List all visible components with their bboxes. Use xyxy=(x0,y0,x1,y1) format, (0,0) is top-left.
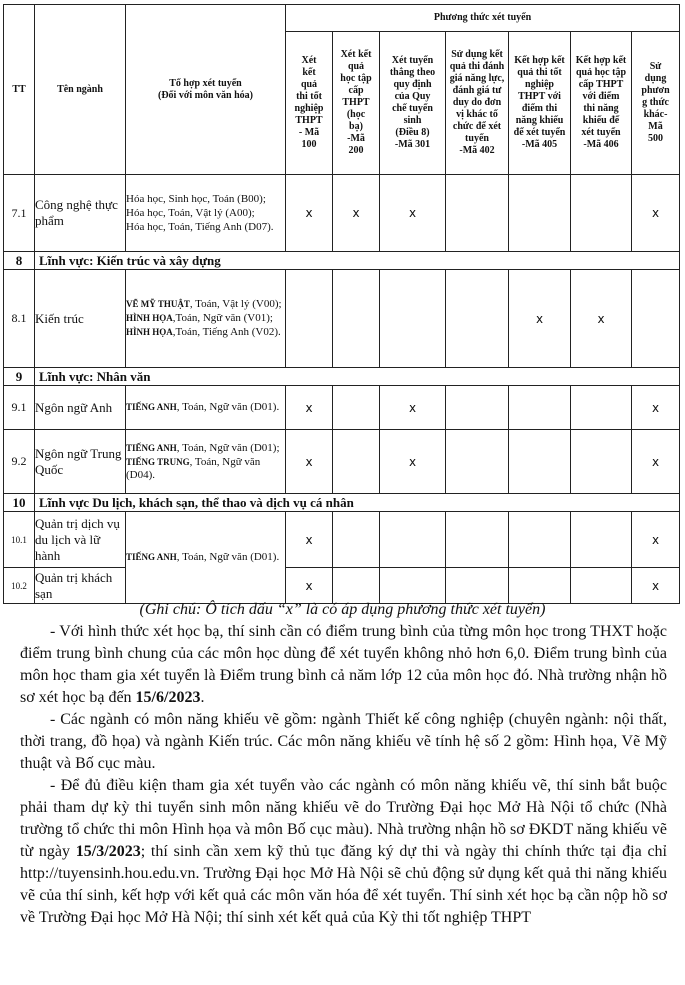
method-mark xyxy=(509,512,571,568)
major-name: Quản trị khách sạn xyxy=(35,568,126,604)
subject-combinations xyxy=(126,175,286,252)
major-name: Kiến trúc xyxy=(35,270,126,368)
table-row xyxy=(4,430,680,494)
combination-item xyxy=(126,401,285,414)
method-mark xyxy=(571,512,632,568)
body-text xyxy=(20,621,667,929)
header-methods-caption: Phương thức xét tuyển xyxy=(286,5,680,32)
paragraph-aptitude-majors: - Các ngành có môn năng khiếu vẽ gồm: ngành Thiết kế công nghiệp (chuyên ngành: nội thất, thời trang, đồ họa) và ngành Kiến trúc. Các môn năng khiếu vẽ tính hệ số 2 gồm: Hình họa, Vẽ Mỹ thuật và Bố cục màu. xyxy=(20,711,667,772)
method-mark xyxy=(286,270,333,368)
subject-highlight: TIẾNG TRUNG xyxy=(126,456,190,467)
header-combination xyxy=(126,5,286,175)
method-mark xyxy=(333,568,380,604)
combination-item xyxy=(126,551,285,564)
subject-highlight: TIẾNG ANH xyxy=(126,442,177,453)
combination-item xyxy=(126,456,285,482)
subject-combinations xyxy=(126,512,286,604)
paragraph-text: ; thí sinh cần xem kỹ thủ tục đăng ký dự thi và ngày thi chính thức tại địa chỉ http://tuyensinh.hou.edu.vn. Trường Đại học Mở Hà Nội sẽ chủ động sử dụng kết quả thi năng khiếu vẽ của thí sinh, kết hợp với kết quả các môn văn hóa để xét tuyển. Thí sinh xét học bạ cần nộp hồ sơ về Trường Đại học Mở Hà Nội; thí sinh xét kết quả của Kỳ thi tốt nghiệp THPT xyxy=(20,843,668,926)
major-name: Ngôn ngữ Trung Quốc xyxy=(35,430,126,494)
paragraph-text: - Với hình thức xét học bạ, thí sinh cần có điểm trung bình của từng môn học trong THXT hoặc điểm trung bình chung của các môn học dùng để xét tuyển không nhỏ hơn 6,0. Điểm trung bình của môn học tham gia xét tuyển là Điểm trung bình cả năm lớp 12 của môn học đó. Nhà trường nhận hồ sơ xét học bạ đến xyxy=(20,623,667,706)
section-row xyxy=(4,494,680,512)
method-mark xyxy=(509,386,571,430)
table-row xyxy=(4,175,680,252)
aptitude-subject: HÌNH HỌA xyxy=(126,313,173,323)
method-mark: x xyxy=(286,568,333,604)
major-name: Ngôn ngữ Anh xyxy=(35,386,126,430)
combination-item xyxy=(126,298,285,311)
method-mark xyxy=(333,512,380,568)
method-mark xyxy=(571,430,632,494)
method-mark xyxy=(380,512,446,568)
aptitude-subject: HÌNH HỌA xyxy=(126,327,173,337)
header-method-200: Xét kết quả học tập cấp THPT (học bạ) -Mã 200 xyxy=(333,32,380,175)
table-row xyxy=(4,568,680,604)
section-row xyxy=(4,368,680,386)
section-row xyxy=(4,252,680,270)
row-number: 10.2 xyxy=(4,568,35,604)
combination-item: Hóa học, Toán, Tiếng Anh (D07). xyxy=(126,220,274,233)
method-mark: x xyxy=(286,386,333,430)
method-mark: x xyxy=(380,386,446,430)
aptitude-subject: VẼ MỸ THUẬT xyxy=(126,299,190,309)
subject-highlight: TIẾNG ANH xyxy=(126,552,177,562)
method-mark: x xyxy=(571,270,632,368)
major-name: Quản trị dịch vụ du lịch và lữ hành xyxy=(35,512,126,568)
header-method-301: Xét tuyển thẳng theo quy định của Quy chế tuyển sinh (Điều 8) -Mã 301 xyxy=(380,32,446,175)
method-mark xyxy=(380,568,446,604)
header-method-500: Sử dụng phươn g thức khác- Mã 500 xyxy=(632,32,680,175)
table-note: (Ghi chú: Ô tích dấu “x” là có áp dụng phương thức xét tuyển) xyxy=(139,601,546,618)
paragraph-text: . xyxy=(200,689,205,706)
combination-item xyxy=(126,326,285,339)
combination-rest: , Toán, Ngữ văn (D01). xyxy=(176,551,280,563)
header-method-100: Xét kết quả thi tốt nghiệp THPT - Mã 100 xyxy=(286,32,333,175)
method-mark xyxy=(571,386,632,430)
method-mark xyxy=(446,568,509,604)
method-mark: x xyxy=(509,270,571,368)
section-number: 10 xyxy=(4,494,35,512)
combination-item xyxy=(126,442,285,455)
row-number: 8.1 xyxy=(4,270,35,368)
method-mark: x xyxy=(632,568,680,604)
start-date: 15/3/2023 xyxy=(75,843,141,860)
header-method-405: Kết hợp kết quả thi tốt nghiệp THPT với điểm thi năng khiếu để xét tuyển -Mã 405 xyxy=(509,32,571,175)
subject-highlight: TIẾNG ANH xyxy=(126,402,177,412)
method-mark xyxy=(446,386,509,430)
method-mark xyxy=(446,175,509,252)
deadline-date: 15/6/2023 xyxy=(135,689,201,706)
table-row xyxy=(4,270,680,368)
method-mark: x xyxy=(632,512,680,568)
combination-rest: , Toán, Vật lý (V00); xyxy=(189,298,282,310)
table-row xyxy=(4,512,680,568)
combination-rest: , Toán, Ngữ văn (D01). xyxy=(176,401,280,413)
row-number: 9.1 xyxy=(4,386,35,430)
combination-rest: ,Toán, Ngữ văn (V01); xyxy=(172,312,273,324)
header-combination-title: Tổ hợp xét tuyển xyxy=(169,77,242,89)
method-mark: x xyxy=(286,175,333,252)
method-mark xyxy=(509,175,571,252)
header-method-406: Kết hợp kết quả học tập cấp THPT với điểm thi năng khiếu để xét tuyển -Mã 406 xyxy=(571,32,632,175)
method-mark: x xyxy=(286,430,333,494)
combination-rest: , Toán, Ngữ văn (D01); xyxy=(176,441,280,454)
section-number: 8 xyxy=(4,252,35,270)
paragraph-transcript-criteria xyxy=(20,621,667,709)
paragraph-aptitude-exam xyxy=(20,775,667,929)
header-combination-subtitle: (Đối với môn văn hóa) xyxy=(158,89,253,101)
row-number: 9.2 xyxy=(4,430,35,494)
combination-rest: , Toán, Ngữ văn (D04). xyxy=(126,455,261,481)
method-mark xyxy=(446,430,509,494)
header-major-name: Tên ngành xyxy=(35,5,126,175)
method-mark xyxy=(571,175,632,252)
subject-combinations xyxy=(126,386,286,430)
section-label: Lĩnh vực: Nhân văn xyxy=(35,368,680,386)
method-mark xyxy=(446,270,509,368)
method-mark xyxy=(509,568,571,604)
major-name: Công nghệ thực phẩm xyxy=(35,175,126,252)
method-mark xyxy=(333,270,380,368)
method-mark xyxy=(632,270,680,368)
admission-methods-table xyxy=(3,4,680,604)
row-number: 7.1 xyxy=(4,175,35,252)
combination-item: Hóa học, Sinh học, Toán (B00); xyxy=(126,192,266,205)
header-method-402: Sử dụng kết quả thi đánh giá năng lực, đánh giá tư duy do đơn vị khác tổ chức để xét tuyển -Mã 402 xyxy=(446,32,509,175)
subject-combinations xyxy=(126,430,286,494)
combination-rest: ,Toán, Tiếng Anh (V02). xyxy=(172,326,281,338)
method-mark: x xyxy=(333,175,380,252)
combination-item xyxy=(126,312,285,325)
method-mark xyxy=(380,270,446,368)
method-mark xyxy=(333,386,380,430)
method-mark xyxy=(446,512,509,568)
table-row xyxy=(4,386,680,430)
subject-combinations xyxy=(126,270,286,368)
section-label: Lĩnh vực Du lịch, khách sạn, thể thao và dịch vụ cá nhân xyxy=(35,494,680,512)
row-number: 10.1 xyxy=(4,512,35,568)
method-mark: x xyxy=(632,386,680,430)
section-number: 9 xyxy=(4,368,35,386)
method-mark: x xyxy=(380,175,446,252)
method-mark xyxy=(333,430,380,494)
method-mark: x xyxy=(380,430,446,494)
header-tt: TT xyxy=(4,5,35,175)
combination-item: Hóa học, Toán, Vật lý (A00); xyxy=(126,206,255,219)
paragraph-text: - Để đủ điều kiện tham gia xét tuyển vào các ngành có môn năng khiếu vẽ, thí sinh bắt buộc phải tham dự kỳ thi tuyển sinh môn năng khiếu vẽ do Trường Đại học Mở Hà Nội tổ chức (Nhà trường tổ chức thi môn Hình họa và môn Bố cục màu). Nhà trường nhận hồ sơ ĐKDT năng khiếu vẽ từ ngày xyxy=(20,777,667,860)
section-label: Lĩnh vực: Kiến trúc và xây dựng xyxy=(35,252,680,270)
method-mark: x xyxy=(632,175,680,252)
method-mark: x xyxy=(632,430,680,494)
method-mark: x xyxy=(286,512,333,568)
method-mark xyxy=(571,568,632,604)
method-mark xyxy=(509,430,571,494)
